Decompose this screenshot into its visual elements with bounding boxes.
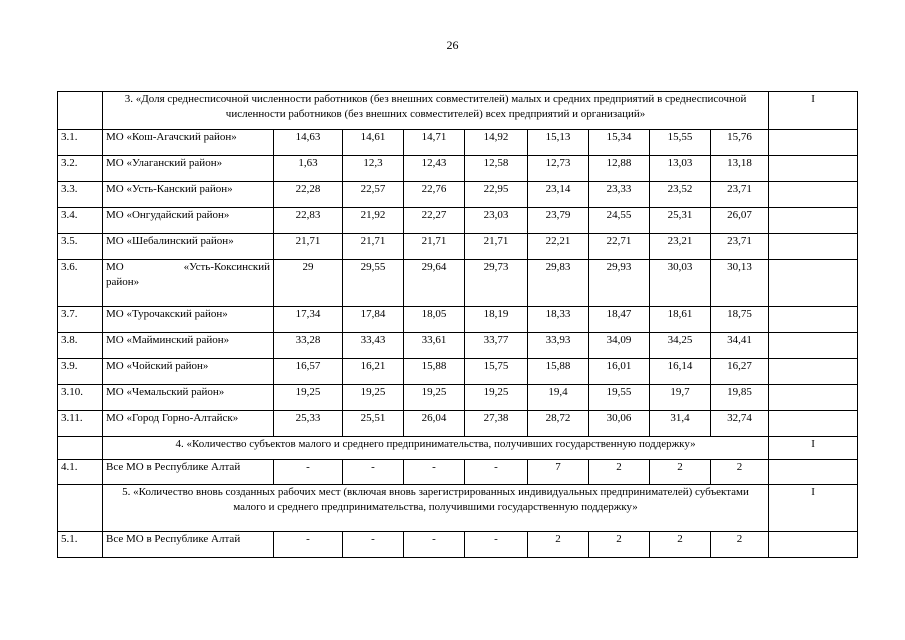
value-cell: 21,71 xyxy=(343,234,404,260)
value-cell: 19,4 xyxy=(528,385,589,411)
value-cell: 13,18 xyxy=(711,156,769,182)
municipality-name: МО «Кош-Агачский район» xyxy=(103,130,274,156)
table-row xyxy=(58,532,858,558)
table-body xyxy=(58,92,858,558)
value-cell: 12,73 xyxy=(528,156,589,182)
municipality-name: МО «Улаганский район» xyxy=(103,156,274,182)
value-cell: 23,03 xyxy=(465,208,528,234)
value-cell: 16,14 xyxy=(650,359,711,385)
value-cell: 14,63 xyxy=(274,130,343,156)
value-cell: 34,09 xyxy=(589,333,650,359)
value-cell: 18,33 xyxy=(528,307,589,333)
value-cell: 33,28 xyxy=(274,333,343,359)
empty-cell xyxy=(769,208,858,234)
table-row xyxy=(58,260,858,307)
empty-cell xyxy=(769,385,858,411)
value-cell: 22,76 xyxy=(404,182,465,208)
municipality-name: Все МО в Республике Алтай xyxy=(103,460,274,485)
empty-cell xyxy=(769,182,858,208)
municipality-name: Все МО в Республике Алтай xyxy=(103,532,274,558)
value-cell: 15,34 xyxy=(589,130,650,156)
value-cell: 22,27 xyxy=(404,208,465,234)
row-index: 3.11. xyxy=(58,411,103,437)
value-cell: 19,25 xyxy=(404,385,465,411)
table-row xyxy=(58,234,858,260)
table-row xyxy=(58,208,858,234)
row-index: 3.9. xyxy=(58,359,103,385)
value-cell: 2 xyxy=(528,532,589,558)
row-index: 3.2. xyxy=(58,156,103,182)
empty-cell xyxy=(769,532,858,558)
value-cell: 15,55 xyxy=(650,130,711,156)
section-mark: I xyxy=(769,437,858,460)
value-cell: 15,75 xyxy=(465,359,528,385)
value-cell: 23,71 xyxy=(711,182,769,208)
value-cell: 21,92 xyxy=(343,208,404,234)
table-row xyxy=(58,359,858,385)
table-row xyxy=(58,307,858,333)
value-cell: 18,47 xyxy=(589,307,650,333)
value-cell: 32,74 xyxy=(711,411,769,437)
section-heading: 5. «Количество вновь созданных рабочих мест (включая вновь зарегистрированных индивидуальных предпринимателей) субъектами малого и среднего предпринимательства, получившими государственную поддержку» xyxy=(103,485,769,532)
value-cell: 24,55 xyxy=(589,208,650,234)
value-cell: 15,88 xyxy=(528,359,589,385)
value-cell: 1,63 xyxy=(274,156,343,182)
value-cell: 2 xyxy=(589,532,650,558)
value-cell: 22,95 xyxy=(465,182,528,208)
municipality-name: МО «Майминский район» xyxy=(103,333,274,359)
value-cell: 18,19 xyxy=(465,307,528,333)
table-row xyxy=(58,333,858,359)
value-cell: 14,71 xyxy=(404,130,465,156)
empty-cell xyxy=(769,411,858,437)
value-cell: 23,33 xyxy=(589,182,650,208)
value-cell: 19,55 xyxy=(589,385,650,411)
value-cell: 31,4 xyxy=(650,411,711,437)
value-cell: 26,04 xyxy=(404,411,465,437)
table-row xyxy=(58,385,858,411)
section-heading-row xyxy=(58,92,858,130)
value-cell: 26,07 xyxy=(711,208,769,234)
value-cell: 29,64 xyxy=(404,260,465,307)
section-mark: I xyxy=(769,92,858,130)
value-cell: 12,3 xyxy=(343,156,404,182)
row-index: 4.1. xyxy=(58,460,103,485)
row-index: 5.1. xyxy=(58,532,103,558)
municipality-name-line2: район» xyxy=(106,276,140,288)
municipality-name: МО «Чемальский район» xyxy=(103,385,274,411)
value-cell: - xyxy=(343,532,404,558)
municipality-name: МО «Шебалинский район» xyxy=(103,234,274,260)
table-row xyxy=(58,460,858,485)
value-cell: 33,43 xyxy=(343,333,404,359)
value-cell: 25,33 xyxy=(274,411,343,437)
value-cell: - xyxy=(274,460,343,485)
value-cell: - xyxy=(404,532,465,558)
row-index: 3.6. xyxy=(58,260,103,307)
section-heading: 3. «Доля среднесписочной численности работников (без внешних совместителей) малых и средних предприятий в среднесписочной численности работников (без внешних совместителей) всех предприятий и организаций» xyxy=(103,92,769,130)
value-cell: 21,71 xyxy=(274,234,343,260)
value-cell: 25,31 xyxy=(650,208,711,234)
value-cell: 16,57 xyxy=(274,359,343,385)
value-cell: 22,21 xyxy=(528,234,589,260)
value-cell: 18,61 xyxy=(650,307,711,333)
value-cell: 19,25 xyxy=(274,385,343,411)
value-cell: 15,88 xyxy=(404,359,465,385)
value-cell: 12,43 xyxy=(404,156,465,182)
value-cell: 18,75 xyxy=(711,307,769,333)
table-row xyxy=(58,156,858,182)
value-cell: - xyxy=(343,460,404,485)
value-cell: 2 xyxy=(589,460,650,485)
value-cell: 29,55 xyxy=(343,260,404,307)
value-cell: 34,41 xyxy=(711,333,769,359)
value-cell: - xyxy=(404,460,465,485)
value-cell: 22,28 xyxy=(274,182,343,208)
value-cell: 21,71 xyxy=(465,234,528,260)
table-row xyxy=(58,130,858,156)
value-cell: 30,06 xyxy=(589,411,650,437)
value-cell: 22,71 xyxy=(589,234,650,260)
value-cell: 29 xyxy=(274,260,343,307)
value-cell: 23,14 xyxy=(528,182,589,208)
value-cell: 2 xyxy=(711,532,769,558)
value-cell: 16,01 xyxy=(589,359,650,385)
empty-cell xyxy=(769,307,858,333)
section-heading-row xyxy=(58,485,858,532)
value-cell: 18,05 xyxy=(404,307,465,333)
value-cell: 16,21 xyxy=(343,359,404,385)
value-cell: 33,93 xyxy=(528,333,589,359)
value-cell: 2 xyxy=(650,532,711,558)
value-cell: 29,93 xyxy=(589,260,650,307)
value-cell: 2 xyxy=(711,460,769,485)
section-heading: 4. «Количество субъектов малого и среднего предпринимательства, получивших государственную поддержку» xyxy=(103,437,769,460)
value-cell: 19,7 xyxy=(650,385,711,411)
row-index: 3.8. xyxy=(58,333,103,359)
value-cell: 30,03 xyxy=(650,260,711,307)
value-cell: - xyxy=(465,532,528,558)
table-row xyxy=(58,411,858,437)
value-cell: 19,25 xyxy=(465,385,528,411)
section-index-cell xyxy=(58,92,103,130)
empty-cell xyxy=(769,359,858,385)
value-cell: 19,25 xyxy=(343,385,404,411)
value-cell: 14,61 xyxy=(343,130,404,156)
empty-cell xyxy=(769,234,858,260)
value-cell: 29,73 xyxy=(465,260,528,307)
row-index: 3.1. xyxy=(58,130,103,156)
value-cell: 23,21 xyxy=(650,234,711,260)
value-cell: 21,71 xyxy=(404,234,465,260)
municipality-name: МО «Турочакский район» xyxy=(103,307,274,333)
page-number: 26 xyxy=(446,38,459,52)
value-cell: 15,76 xyxy=(711,130,769,156)
section-index-cell xyxy=(58,437,103,460)
value-cell: 28,72 xyxy=(528,411,589,437)
value-cell: - xyxy=(274,532,343,558)
row-index: 3.3. xyxy=(58,182,103,208)
value-cell: 13,03 xyxy=(650,156,711,182)
empty-cell xyxy=(769,460,858,485)
empty-cell xyxy=(769,130,858,156)
municipality-name: МО «Чойский район» xyxy=(103,359,274,385)
value-cell: 19,85 xyxy=(711,385,769,411)
value-cell: 17,84 xyxy=(343,307,404,333)
value-cell: - xyxy=(465,460,528,485)
empty-cell xyxy=(769,333,858,359)
municipality-name xyxy=(103,260,274,307)
municipality-name: МО «Усть-Канский район» xyxy=(103,182,274,208)
value-cell: 14,92 xyxy=(465,130,528,156)
value-cell: 27,38 xyxy=(465,411,528,437)
value-cell: 16,27 xyxy=(711,359,769,385)
value-cell: 30,13 xyxy=(711,260,769,307)
value-cell: 17,34 xyxy=(274,307,343,333)
value-cell: 33,61 xyxy=(404,333,465,359)
value-cell: 33,77 xyxy=(465,333,528,359)
empty-cell xyxy=(769,156,858,182)
value-cell: 34,25 xyxy=(650,333,711,359)
row-index: 3.4. xyxy=(58,208,103,234)
section-mark: I xyxy=(769,485,858,532)
empty-cell xyxy=(769,260,858,307)
row-index: 3.5. xyxy=(58,234,103,260)
value-cell: 12,58 xyxy=(465,156,528,182)
value-cell: 23,79 xyxy=(528,208,589,234)
value-cell: 15,13 xyxy=(528,130,589,156)
table-row xyxy=(58,182,858,208)
value-cell: 29,83 xyxy=(528,260,589,307)
value-cell: 23,71 xyxy=(711,234,769,260)
municipality-name: МО «Онгудайский район» xyxy=(103,208,274,234)
row-index: 3.10. xyxy=(58,385,103,411)
value-cell: 7 xyxy=(528,460,589,485)
section-index-cell xyxy=(58,485,103,532)
row-index: 3.7. xyxy=(58,307,103,333)
value-cell: 23,52 xyxy=(650,182,711,208)
section-heading-row xyxy=(58,437,858,460)
value-cell: 22,83 xyxy=(274,208,343,234)
value-cell: 25,51 xyxy=(343,411,404,437)
municipality-name: МО «Город Горно-Алтайск» xyxy=(103,411,274,437)
value-cell: 12,88 xyxy=(589,156,650,182)
value-cell: 2 xyxy=(650,460,711,485)
indicators-table xyxy=(57,91,858,558)
municipality-name-line1: МО «Усть-Коксинский xyxy=(106,261,270,273)
value-cell: 22,57 xyxy=(343,182,404,208)
